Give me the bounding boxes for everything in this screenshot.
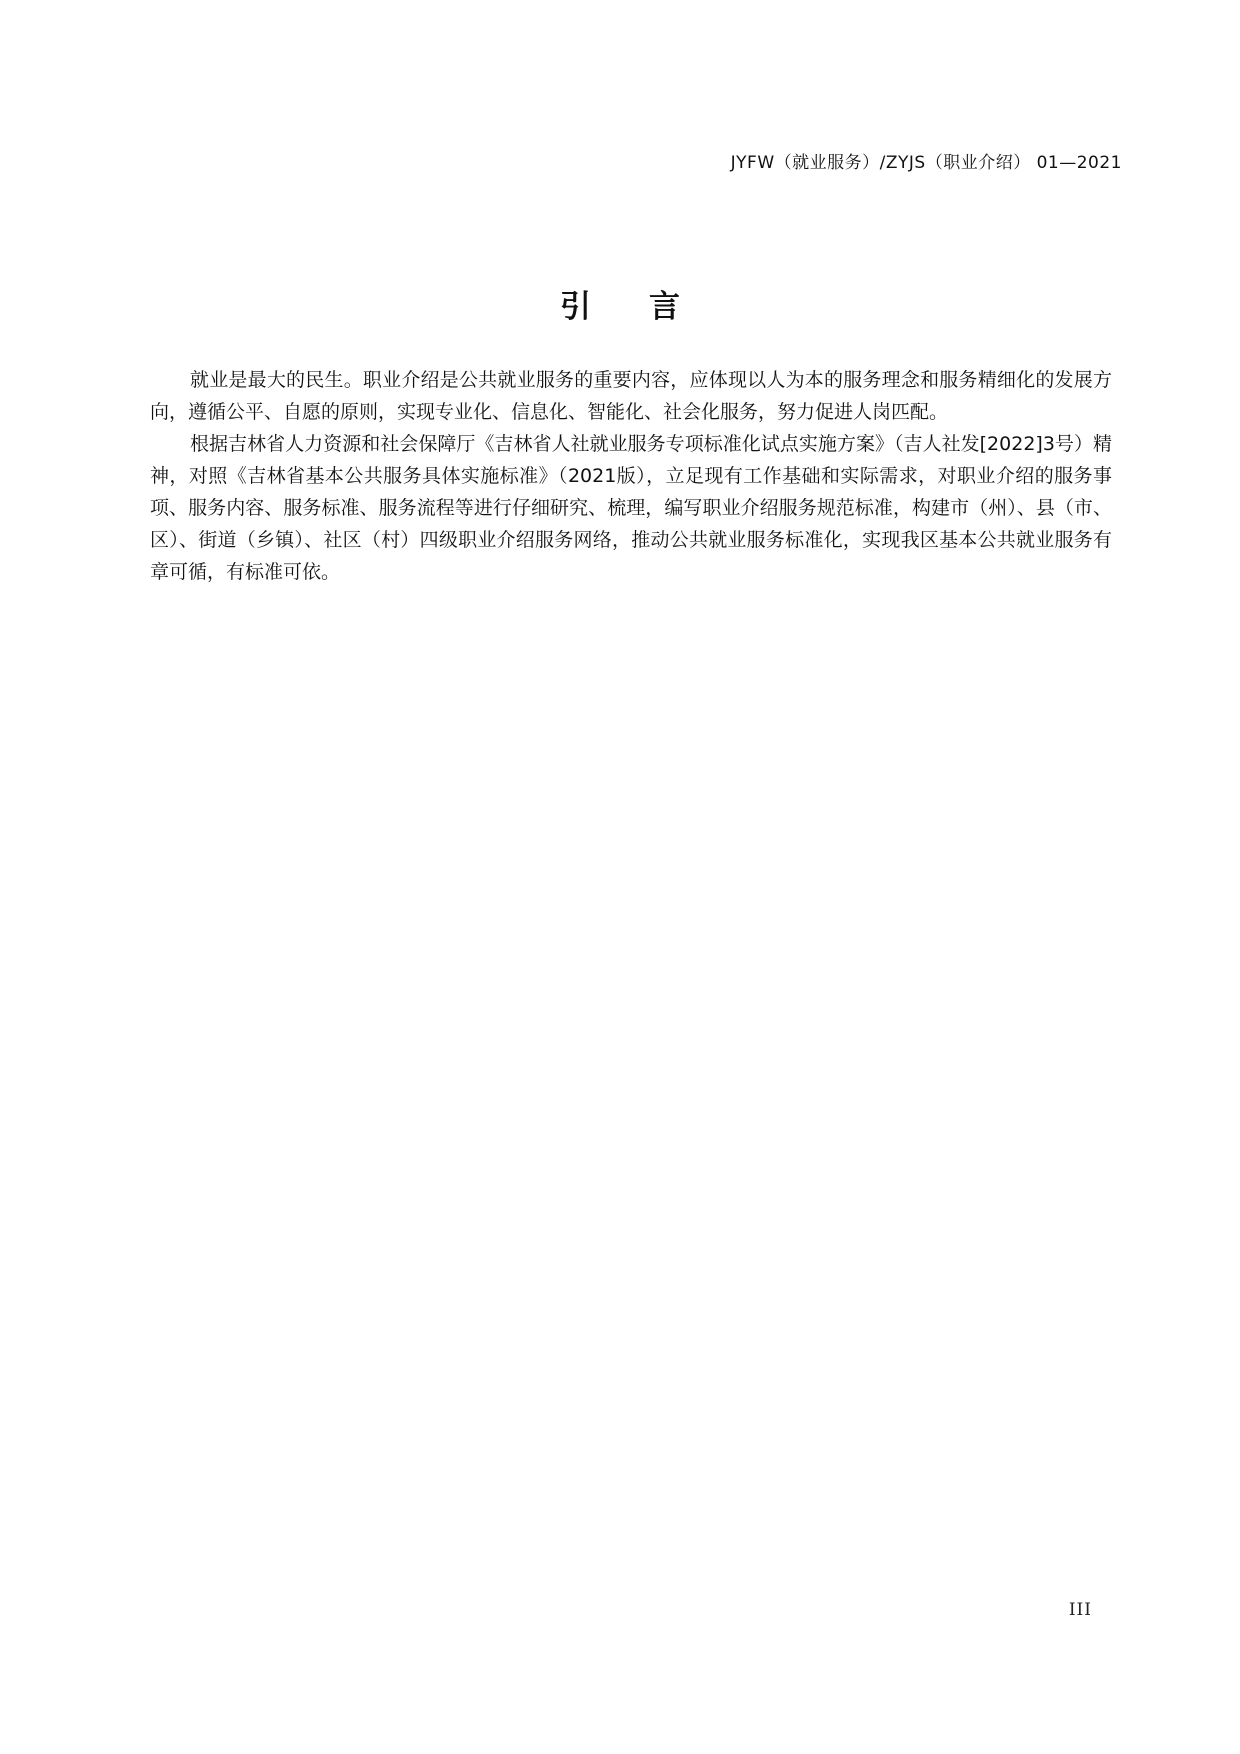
paragraph-2: 根据吉林省人力资源和社会保障厅《吉林省人社就业服务专项标准化试点实施方案》（吉人社发[2022]3号）精神，对照《吉林省基本公共服务具体实施标准》（2021版），立足现有工作基础和实际需求，对职业介绍的服务事项、服务内容、服务标准、服务流程等进行仔细研究、梳理，编写职业介绍服务规范标准，构建市（州）、县（市、区）、街道（乡镇）、社区（村）四级职业介绍服务网络，推动公共就业服务标准化，实现我区基本公共就业服务有章可循，有标准可依。 [150, 433, 1112, 583]
introduction-body [150, 364, 1112, 588]
page-number: III [1068, 1600, 1092, 1620]
page-title: 引言 [560, 288, 738, 325]
paragraph-1: 就业是最大的民生。职业介绍是公共就业服务的重要内容，应体现以人为本的服务理念和服务精细化的发展方向，遵循公平、自愿的原则，实现专业化、信息化、智能化、社会化服务，努力促进人岗匹配。 [150, 369, 1112, 423]
standard-code-header: JYFW（就业服务）/ZYJS（职业介绍） 01—2021 [730, 153, 1122, 173]
